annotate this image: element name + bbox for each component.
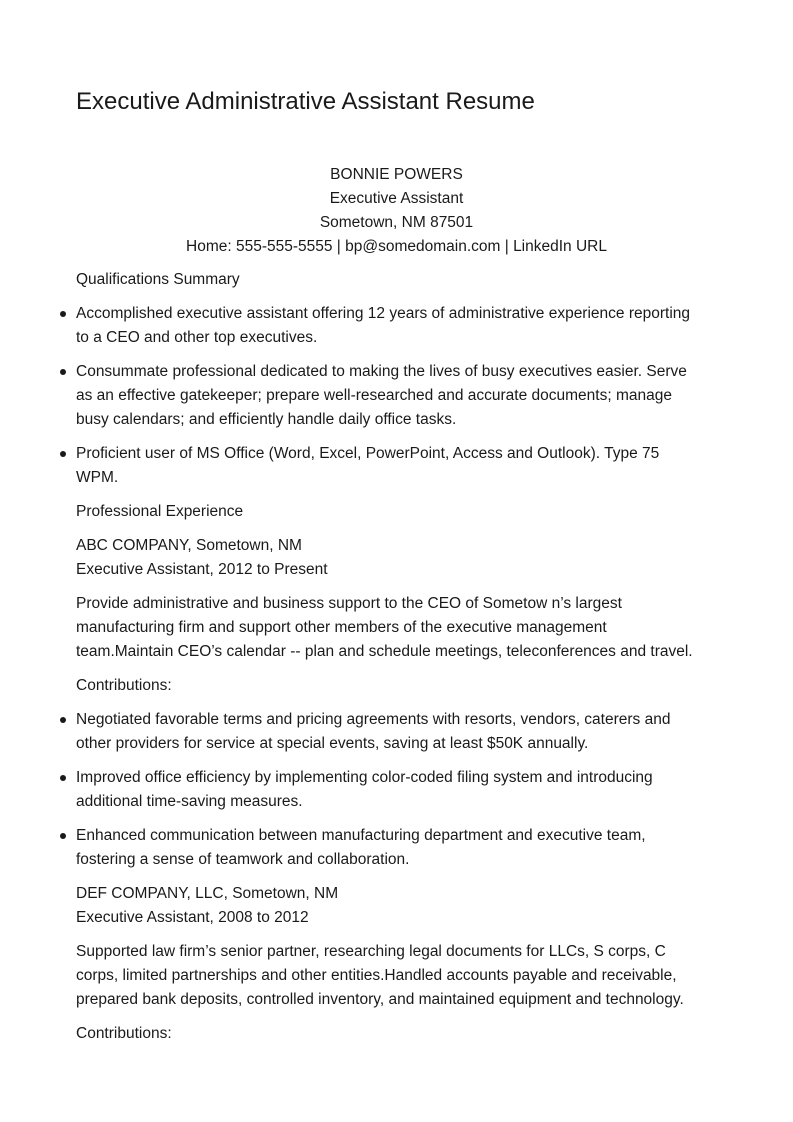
qualifications-list: [76, 302, 716, 490]
bullet-icon: [60, 311, 66, 317]
experience-heading: Professional Experience: [76, 503, 244, 520]
job-description: Provide administrative and business support to the CEO of Sometow n’s largest manufacturing firm and support other members of the executive management team.Maintain CEO’s calendar -- plan and schedule meetings, teleconferences and travel.: [76, 595, 693, 660]
job-header: [76, 882, 716, 930]
bullet-icon: [60, 775, 66, 781]
qualifications-heading: Qualifications Summary: [76, 271, 240, 288]
contributions-label: Contributions:: [76, 677, 172, 694]
document-title: Executive Administrative Assistant Resume: [76, 88, 535, 115]
candidate-name: BONNIE POWERS: [330, 166, 463, 183]
job-role: Executive Assistant, 2012 to Present: [76, 561, 328, 578]
resume-body: [76, 268, 716, 1056]
job-role: Executive Assistant, 2008 to 2012: [76, 909, 309, 926]
contact-header: [0, 163, 793, 259]
bullet-icon: [60, 717, 66, 723]
contributions-list: [76, 708, 716, 872]
qualification-item: Proficient user of MS Office (Word, Excel, PowerPoint, Access and Outlook). Type 75 WPM.: [76, 442, 716, 490]
contributions-label: Contributions:: [76, 1025, 172, 1042]
job-description: Supported law firm’s senior partner, researching legal documents for LLCs, S corps, C corps, limited partnerships and other entities.Handled accounts payable and receivable, prepared bank deposits, controlled inventory, and maintained equipment and technology.: [76, 943, 684, 1008]
candidate-contact-line: Home: 555-555-5555 | bp@somedomain.com | LinkedIn URL: [186, 238, 607, 255]
qualification-item: Consummate professional dedicated to making the lives of busy executives easier. Serve as an effective gatekeeper; prepare well-researched and accurate documents; manage busy calendars; and efficiently handle daily office tasks.: [76, 360, 716, 432]
bullet-icon: [60, 369, 66, 375]
candidate-location: Sometown, NM 87501: [319, 214, 474, 231]
contribution-item: Improved office efficiency by implementing color-coded filing system and introducing additional time-saving measures.: [76, 766, 716, 814]
candidate-job-title: Executive Assistant: [329, 190, 464, 207]
contribution-item: Enhanced communication between manufacturing department and executive team, fostering a sense of teamwork and collaboration.: [76, 824, 716, 872]
job-company: DEF COMPANY, LLC, Sometown, NM: [76, 885, 339, 902]
bullet-icon: [60, 833, 66, 839]
job-company: ABC COMPANY, Sometown, NM: [76, 537, 302, 554]
qualification-item: Accomplished executive assistant offering 12 years of administrative experience reporting to a CEO and other top executives.: [76, 302, 716, 350]
contribution-item: Negotiated favorable terms and pricing agreements with resorts, vendors, caterers and other providers for service at special events, saving at least $50K annually.: [76, 708, 716, 756]
bullet-icon: [60, 451, 66, 457]
job-header: [76, 534, 716, 582]
